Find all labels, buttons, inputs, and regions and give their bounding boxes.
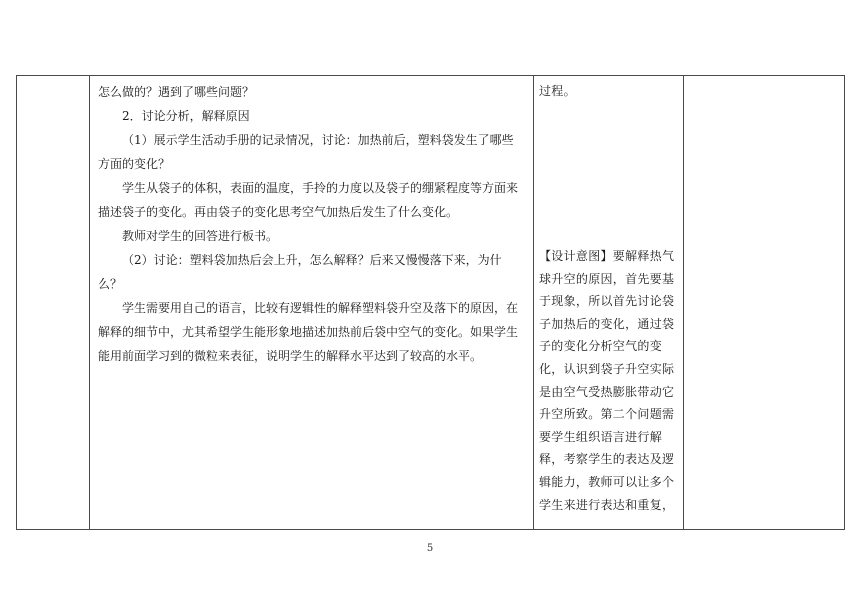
paragraph: 学生从袋子的体积，表面的温度，手拎的力度以及袋子的绷紧程度等方面来描述袋子的变化。再由袋子的变化思考空气加热后发生了什么变化。 [98, 181, 519, 219]
table-row [17, 76, 845, 530]
design-intent-cell [534, 76, 684, 530]
page-number: 5 [426, 543, 434, 554]
paragraph: （2）讨论：塑料袋加热后会上升，怎么解释？后来又慢慢落下来，为什么？ [98, 253, 502, 291]
paragraph: 怎么做的？遇到了哪些问题？ [98, 85, 255, 99]
paragraph: 学生需要用自己的语言，比较有逻辑性的解释塑料袋升空及落下的原因，在解释的细节中，尤其希望学生能形象地描述加热前后袋中空气的变化。如果学生能用前面学习到的微粒来表征，说明学生的解释水平达到了较高的水平。 [98, 301, 519, 363]
teaching-activity-cell [90, 76, 534, 530]
stage-cell [17, 76, 90, 530]
paragraph: 2．讨论分析，解释原因 [122, 109, 250, 123]
design-intent-text: 【设计意图】要解释热气球升空的原因，首先要基于现象，所以首先讨论袋子加热后的变化，通过袋子的变化分析空气的变化，认识到袋子升空实际是由空气受热膨胀带动它升空所致。第二个问题需要学生组织语言进行解释，考察学生的表达及逻辑能力，教师可以让多个学生来进行表达和重复， [539, 249, 675, 512]
paragraph: 教师对学生的回答进行板书。 [122, 229, 279, 243]
paragraph: （1）展示学生活动手册的记录情况，讨论：加热前后，塑料袋发生了哪些方面的变化？ [98, 133, 514, 171]
note-top-text: 过程。 [539, 84, 576, 98]
lesson-plan-table [16, 75, 845, 530]
notes-cell [684, 76, 845, 530]
